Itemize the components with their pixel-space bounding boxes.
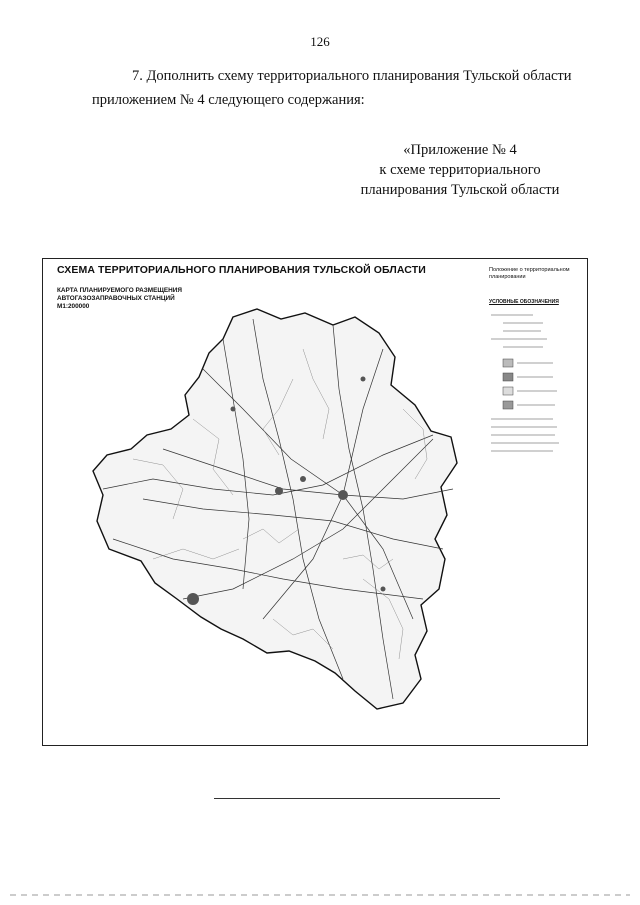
amendment-line-1: 7. Дополнить схему территориального планирования Тульской области bbox=[132, 68, 572, 84]
region-map-graphic bbox=[43, 259, 589, 747]
amendment-line-2: приложением № 4 следующего содержания: bbox=[92, 92, 365, 108]
map-subtitle-line-2: АВТОГАЗОЗАПРАВОЧНЫХ СТАНЦИЙ bbox=[57, 295, 175, 302]
amendment-paragraph bbox=[92, 64, 602, 112]
appendix-line-3: планирования Тульской области bbox=[360, 182, 560, 198]
map-subtitle-line-1: КАРТА ПЛАНИРУЕМОГО РАЗМЕЩЕНИЯ bbox=[57, 287, 182, 294]
legend-header: Положение о территориальном планировании bbox=[489, 267, 570, 280]
footer-divider bbox=[214, 798, 500, 799]
scan-edge-artifact bbox=[0, 893, 640, 897]
appendix-line-2: к схеме территориального bbox=[379, 162, 541, 178]
appendix-note bbox=[330, 140, 590, 200]
region-boundary bbox=[93, 309, 457, 709]
map-scale: М1:200000 bbox=[57, 303, 90, 310]
map-figure bbox=[42, 258, 588, 746]
page-number: 126 bbox=[310, 34, 330, 49]
legend-title: УСЛОВНЫЕ ОБОЗНАЧЕНИЯ bbox=[489, 299, 559, 305]
legend-panel bbox=[491, 315, 559, 451]
map-subtitle bbox=[57, 287, 257, 311]
appendix-line-1: «Приложение № 4 bbox=[403, 142, 517, 158]
map-title: СХЕМА ТЕРРИТОРИАЛЬНОГО ПЛАНИРОВАНИЯ ТУЛЬСКОЙ ОБЛАСТИ bbox=[57, 264, 426, 276]
